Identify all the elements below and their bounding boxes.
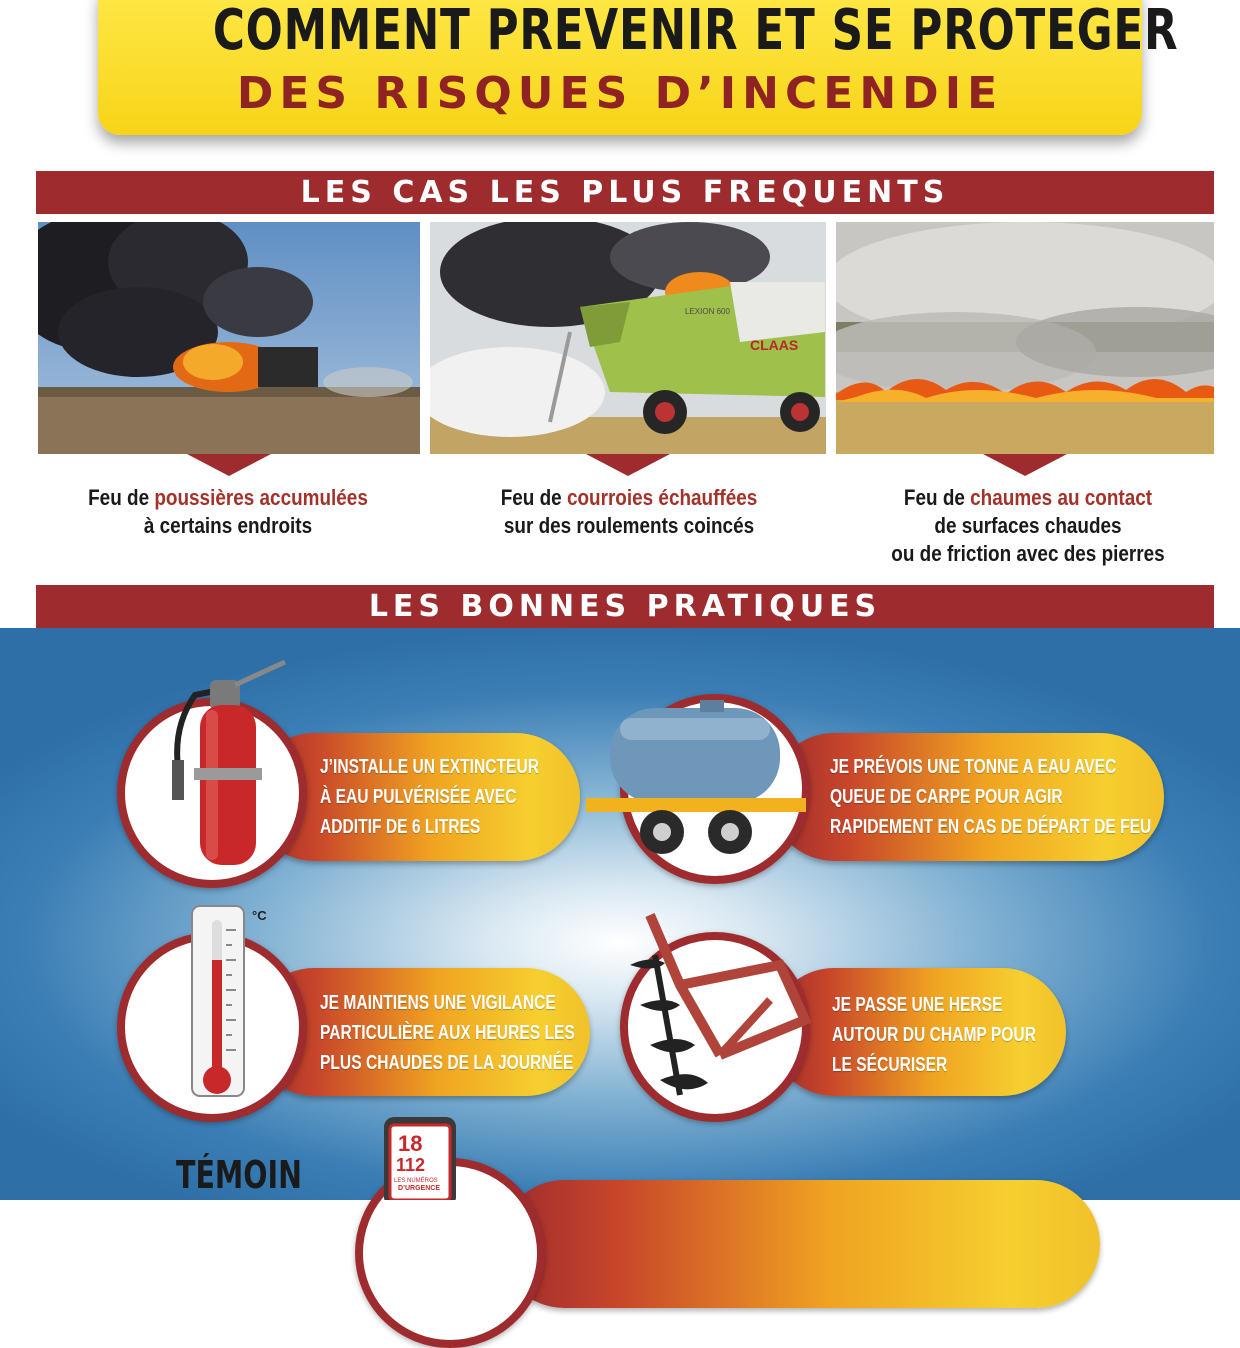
practice-text-2: JE PRÉVOIS UNE TONNE A EAU AVEC QUEUE DE CARPE POUR AGIR RAPIDEMENT EN CAS DE DÉPART DE FEU bbox=[830, 756, 1152, 838]
photo-burning-combine bbox=[430, 222, 826, 454]
thermometer-unit: °C bbox=[252, 908, 267, 923]
fire-extinguisher-icon bbox=[150, 650, 300, 870]
practice-pill-5 bbox=[500, 1180, 1100, 1308]
pointer-arrow bbox=[187, 454, 271, 476]
photo-burning-stubble bbox=[836, 222, 1214, 454]
harrow-icon bbox=[610, 905, 820, 1115]
pointer-arrow bbox=[586, 454, 670, 476]
page-subtitle: DES RISQUES D’INCENDIE bbox=[236, 68, 1004, 119]
phone-caption-1: LES NUMÉROS bbox=[394, 1178, 438, 1184]
temoin-label: TÉMOIN bbox=[176, 1153, 302, 1197]
smartphone-icon bbox=[380, 1115, 460, 1200]
pointer-arrow bbox=[983, 454, 1067, 476]
thermometer-icon bbox=[170, 900, 280, 1110]
combine-model-text: LEXION 600 bbox=[685, 307, 730, 316]
water-tank-icon bbox=[580, 700, 810, 870]
phone-caption-2: D’URGENCE bbox=[398, 1185, 441, 1192]
practice-text-1: J’INSTALLE UN EXTINCTEUR À EAU PULVÉRISÉE AVEC ADDITIF DE 6 LITRES bbox=[320, 756, 539, 838]
case-caption-3: Feu de chaumes au contact de surfaces chaudes ou de friction avec des pierres bbox=[891, 485, 1165, 566]
case-caption-2: Feu de courroies échauffées sur des roulements coincés bbox=[500, 485, 758, 538]
photo-burning-field bbox=[38, 222, 420, 454]
practice-text-3: JE MAINTIENS UNE VIGILANCE PARTICULIÈRE AUX HEURES LES PLUS CHAUDES DE LA JOURNÉE bbox=[320, 992, 575, 1074]
phone-number-18: 18 bbox=[398, 1131, 423, 1156]
phone-number-112: 112 bbox=[396, 1155, 426, 1175]
section-heading-pratiques: LES BONNES PRATIQUES bbox=[36, 585, 1214, 628]
practice-text-4: JE PASSE UNE HERSE AUTOUR DU CHAMP POUR LE SÉCURISER bbox=[832, 994, 1036, 1076]
page-title: COMMENT PREVENIR ET SE PROTEGER bbox=[212, 0, 1179, 63]
case-caption-1: Feu de poussières accumulées à certains endroits bbox=[88, 485, 368, 538]
combine-brand-text: CLAAS bbox=[750, 337, 799, 353]
section-heading-cas: LES CAS LES PLUS FREQUENTS bbox=[36, 171, 1214, 214]
